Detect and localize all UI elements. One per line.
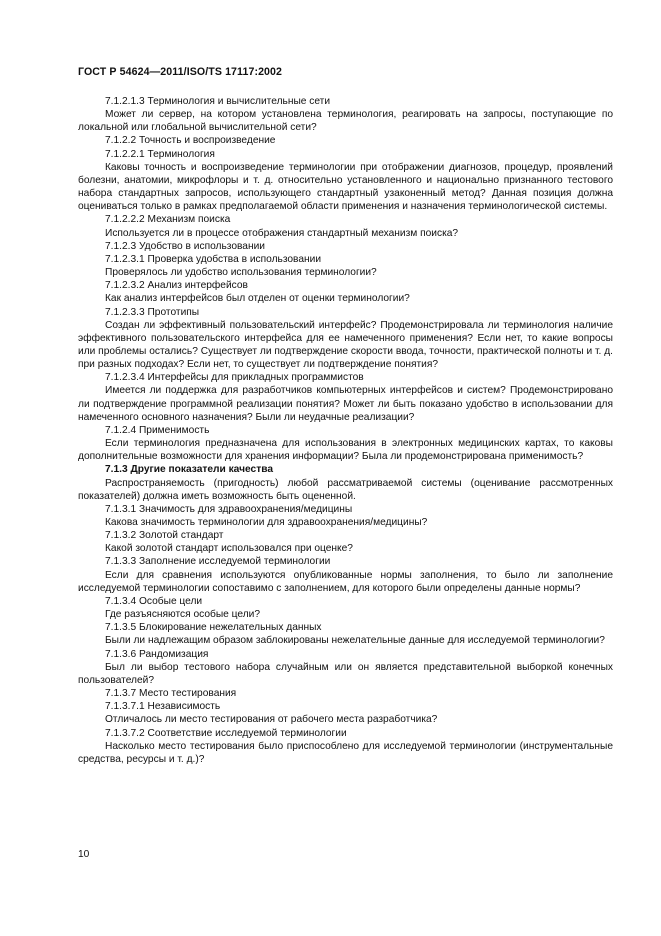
section-heading: 7.1.2.3.2 Анализ интерфейсов: [105, 280, 248, 292]
paragraph-text: Используется ли в процессе отображения стандартный механизм поиска?: [105, 227, 459, 239]
document-body: [78, 95, 613, 766]
section-heading: 7.1.2.3.4 Интерфейсы для прикладных программистов: [105, 372, 364, 384]
page-number: 10: [78, 849, 90, 860]
section-heading: 7.1.3.4 Особые цели: [105, 595, 203, 607]
section-heading: 7.1.2.3 Удобство в использовании: [105, 240, 265, 252]
section-heading: 7.1.3.7.2 Соответствие исследуемой терминологии: [105, 727, 347, 739]
section-heading: 7.1.2.3.3 Прототипы: [105, 306, 200, 318]
section-heading: 7.1.3.1 Значимость для здравоохранения/медицины: [105, 503, 353, 515]
paragraph-text: Какова значимость терминологии для здравоохранения/медицины?: [105, 517, 428, 528]
paragraph-text: Были ли надлежащим образом заблокированы нежелательные данные для исследуемой терминологии?: [105, 635, 605, 647]
document-header: ГОСТ Р 54624—2011/ISO/TS 17117:2002: [78, 66, 283, 78]
paragraph-text: Если для сравнения используются опубликованные нормы заполнения, то было ли заполнение исследуемой терминологии сопоставимо с заполнением, для которого были определены данные нормы?: [78, 569, 613, 594]
paragraph-text: Насколько место тестирования было приспособлено для исследуемой терминологии (инструментальные средства, ресурсы и т. д.)?: [78, 740, 613, 765]
section-heading: 7.1.2.2.1 Терминология: [105, 148, 215, 160]
paragraph-text: Проверялось ли удобство использования терминологии?: [105, 267, 377, 279]
paragraph-text: Какой золотой стандарт использовался при оценке?: [105, 543, 353, 555]
paragraph-text: Каковы точность и воспроизведение терминологии при отображении диагнозов, процедур, проявлений болезни, анатомии, микрофлоры и т. д. относительно установленного и национально признанного тестового набора стандартных запросов, использующего стандартный узаконенный метод? Данная позиция должна оцениваться только в рамках предполагаемой области применения и назначения терминологической системы.: [78, 161, 613, 213]
section-heading: 7.1.2.2.2 Механизм поиска: [105, 214, 231, 226]
section-heading: 7.1.2.4 Применимость: [105, 424, 210, 436]
section-heading: 7.1.3.6 Рандомизация: [105, 648, 209, 660]
paragraph-text: Отличалось ли место тестирования от рабочего места разработчика?: [105, 714, 438, 726]
paragraph-text: Распространяемость (пригодность) любой рассматриваемой системы (оценивание рассмотренных показателей) должна иметь возможность быть оцененной.: [78, 477, 613, 502]
paragraph-text: Если терминология предназначена для использования в электронных медицинских картах, то каковы дополнительные возможности для хранения информации? Была ли продемонстрирована применимость?: [78, 438, 613, 463]
paragraph-text: Создан ли эффективный пользовательский интерфейс? Продемонстрировала ли терминология наличие эффективного пользовательского интерфейса для ее намеченного применения? Если нет, то какие вопросы или проблемы остались? Существует ли подтверждение скорости ввода, точности, практической полноты и т. д. при разных подходах? Если нет, то существует ли подтверждение понятия?: [78, 319, 613, 371]
paragraph-text: Имеется ли поддержка для разработчиков компьютерных интерфейсов и систем? Продемонстрировано ли подтверждение программной реализации понятия? Может ли быть показано удобство в использовании для намеченного основного назначения? Были ли неудачные реализации?: [78, 385, 613, 423]
paragraph-text: Может ли сервер, на котором установлена терминология, реагировать на запросы, поступающие по локальной или глобальной вычислительной сети?: [78, 109, 613, 134]
section-heading: 7.1.3.7.1 Независимость: [105, 701, 221, 713]
section-heading: 7.1.2.3.1 Проверка удобства в использовании: [105, 253, 322, 265]
paragraph-text: Был ли выбор тестового набора случайным или он является представительной выборкой конечных пользователей?: [78, 661, 613, 686]
section-heading: 7.1.3 Другие показатели качества: [105, 464, 273, 476]
section-heading: 7.1.2.1.3 Терминология и вычислительные сети: [105, 96, 331, 107]
section-heading: 7.1.2.2 Точность и воспроизведение: [105, 135, 276, 147]
section-heading: 7.1.3.2 Золотой стандарт: [105, 530, 224, 542]
section-heading: 7.1.3.5 Блокирование нежелательных данных: [105, 622, 322, 634]
section-heading: 7.1.3.7 Место тестирования: [105, 688, 237, 700]
paragraph-text: Где разъясняются особые цели?: [105, 609, 261, 621]
section-heading: 7.1.3.3 Заполнение исследуемой терминологии: [105, 556, 331, 568]
paragraph-text: Как анализ интерфейсов был отделен от оценки терминологии?: [105, 293, 410, 305]
